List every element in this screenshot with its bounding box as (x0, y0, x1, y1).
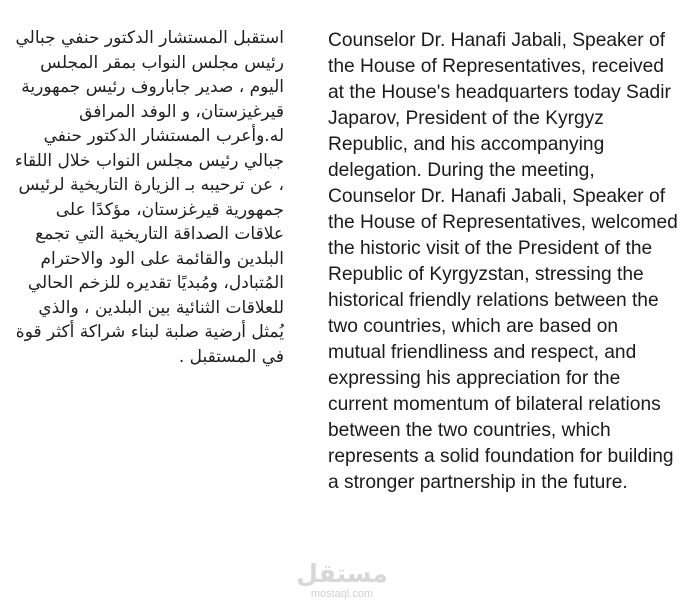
english-article-text: Counselor Dr. Hanafi Jabali, Speaker of the House of Representatives, received at the House's headquarters today Sadir Japarov, President of the Kyrgyz Republic, and his accompanying delegation. During the meeting, Counselor Dr. Hanafi Jabali, Speaker of the House of Representatives, welcomed the historic visit of the President of the Republic of Kyrgyzstan, stressing the historical friendly relations between the two countries, which are based on mutual friendliness and respect, and expressing his appreciation for the current momentum of bilateral relations between the two countries, which represents a solid foundation for building a stronger partnership in the future. (328, 30, 678, 493)
watermark-logo-text: مستقل (296, 559, 388, 588)
watermark-domain: mostaql.com (310, 588, 374, 600)
arabic-article-text: استقبل المستشار الدكتور حنفي جبالي رئيس مجلس النواب بمقر المجلس اليوم ، صدير جاباروف رئيس جمهورية قيرغيزستان، و الوفد المرافق له.وأعرب المستشار الدكتور حنفي جبالي رئيس مجلس النواب خلال اللقاء ، عن ترحيبه بـ الزيارة التاريخية لرئيس جمهورية قيرغزستان، مؤكدًا على علاقات الصداقة التاريخية التي تجمع البلدين والقائمة على الود والاحترام المُتبادل، ومُبديًا تقديره للزخم الحالي للعلاقات الثنائية بين البلدين ، والذي يُمثل أرضية صلبة لبناء شراكة أكثر قوة في المستقبل . (14, 28, 284, 367)
mostaql-watermark (296, 560, 388, 600)
